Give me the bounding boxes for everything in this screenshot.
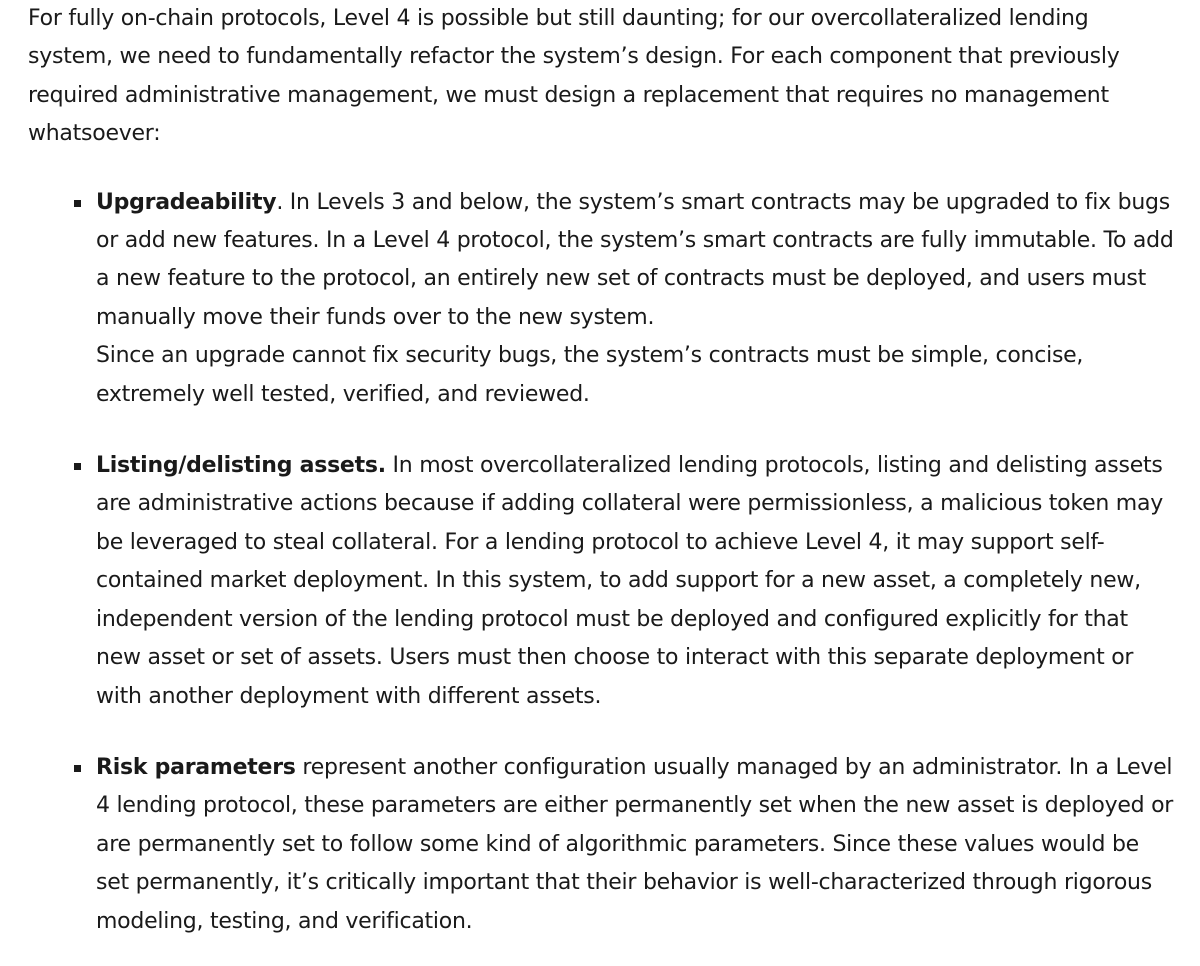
list-item-listing-delisting [28, 447, 1178, 716]
list-item-body: . In Levels 3 and below, the system’s smart contracts may be upgraded to fix bugs or add new features. In a Level 4 protocol, the system’s smart contracts are fully immutable. To add a new feature to the protocol, an entirely new set of contracts must be deployed, and users must manually move their funds over to the new system. [96, 189, 1174, 330]
list-item-body: represent another configuration usually managed by an administrator. In a Level 4 lending protocol, these parameters are either permanently set when the new asset is deployed or are permanently set to follow some kind of algorithmic parameters. Since these values would be set permanently, it’s critically important that their behavior is well-characterized through rigorous modeling, testing, and verification. [96, 754, 1174, 934]
bullet-list [28, 184, 1178, 941]
square-bullet-icon [74, 463, 81, 470]
list-item-body: In most overcollateralized lending protocols, listing and delisting assets are administrative actions because if adding collateral were permissionless, a malicious token may be leveraged to steal collateral. For a lending protocol to achieve Level 4, it may support self-contained market deployment. In this system, to add support for a new asset, a completely new, independent version of the lending protocol must be deployed and configured explicitly for that new asset or set of assets. Users must then choose to interact with this separate deployment or with another deployment with different assets. [96, 453, 1163, 709]
square-bullet-icon [74, 765, 81, 772]
list-item-term: Risk parameters [96, 754, 296, 780]
list-item-text [96, 184, 1178, 338]
list-item-term: Upgradeability [96, 189, 277, 215]
list-item-risk-parameters [28, 749, 1178, 941]
list-item-text [96, 749, 1178, 941]
square-bullet-icon [74, 200, 81, 207]
list-item-term: Listing/delisting assets. [96, 453, 386, 479]
list-item-extra: Since an upgrade cannot fix security bugs, the system’s contracts must be simple, concise, extremely well tested, verified, and reviewed. [96, 343, 1084, 407]
list-item-text [96, 447, 1178, 716]
list-item-upgradeability [28, 184, 1178, 414]
intro-paragraph: For fully on-chain protocols, Level 4 is possible but still daunting; for our overcollateralized lending system, we need to fundamentally refactor the system’s design. For each component that previously required administrative management, we must design a replacement that requires no management whatsoever: [28, 6, 1120, 147]
